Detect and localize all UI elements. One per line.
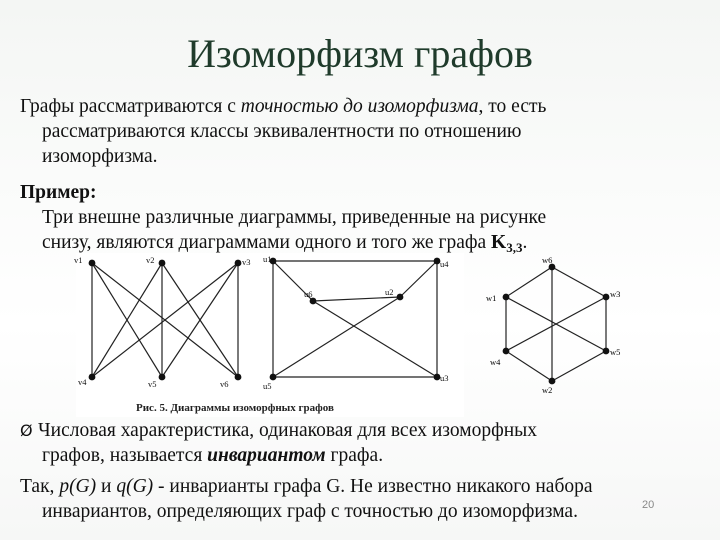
slide-title: Изоморфизм графов [187, 31, 533, 76]
graph1-vertex-label: v5 [148, 379, 157, 389]
paragraph-definition [20, 94, 710, 169]
p3-text-d: графа. [325, 445, 384, 466]
graph-diagrams-svg [76, 253, 464, 417]
graph1-vertex [89, 260, 96, 267]
p1-line2: рассматриваются классы эквивалентности по отношению [42, 121, 522, 142]
p4-text-e: - инварианты графа G. Не известно никакого набора [153, 476, 593, 497]
graph1-vertex [235, 260, 242, 267]
graph1-vertex [159, 374, 166, 381]
slide-number: 20 [642, 499, 655, 511]
graph3-vertex-label: w3 [610, 289, 621, 299]
p2-line2: Три внешне различные диаграммы, приведенные на рисунке [42, 207, 547, 228]
p3-text-b: графов, называется [42, 445, 208, 466]
graph2-vertex-label: u5 [263, 381, 272, 391]
graph3-edge [506, 267, 552, 297]
graph2-vertex [270, 374, 277, 381]
p3-line1 [20, 418, 710, 443]
p3-line2 [20, 443, 710, 468]
paragraph-examples-invariants [20, 474, 710, 524]
graph1-vertex [89, 374, 96, 381]
p2-line3-text: снизу, являются диаграммами одного и того же графа [42, 232, 492, 253]
p4-pg: p(G) [59, 476, 97, 497]
graph2-vertex-label: u4 [440, 259, 449, 269]
graph2-vertex-label: u2 [385, 287, 394, 297]
p1-line3: изоморфизма. [42, 146, 158, 167]
graph2-vertex-label: u6 [304, 289, 313, 299]
figure-isomorphic-graphs [76, 253, 464, 417]
graph-subscript: 3,3 [506, 240, 523, 255]
paragraph-invariant [20, 418, 710, 468]
graph2-vertex [397, 294, 404, 301]
graph3-vertex [603, 294, 610, 301]
p1-text-a: Графы рассматриваются с [20, 96, 241, 117]
graph3-vertex [503, 348, 510, 355]
graph2-edge [400, 261, 437, 297]
p3-text-a: Числовая характеристика, одинаковая для всех изоморфных [38, 420, 538, 441]
graph3-vertex [549, 378, 556, 385]
invariant-term: инвариантом [207, 445, 326, 466]
graph3-vertex-label: w2 [542, 385, 553, 395]
graph1-vertex [235, 374, 242, 381]
graph3-vertex-label: w1 [486, 293, 497, 303]
figure-caption: Рис. 5. Диаграммы изоморфных графов [136, 402, 334, 414]
graph1-vertex [159, 260, 166, 267]
graph2-vertex-label: u1 [263, 254, 272, 264]
p4-text-c: и [96, 476, 117, 497]
bullet-arrow-icon: Ø [20, 421, 33, 440]
p1-italic-term: точностью до изоморфизма [240, 96, 479, 117]
graph2-edge [313, 297, 400, 301]
graph3-vertex-label: w5 [610, 347, 621, 357]
graph3-edge [552, 267, 606, 297]
paragraph-example [20, 180, 710, 260]
graph3-vertex-label: w4 [490, 357, 501, 367]
graph1-vertex-label: v3 [242, 257, 251, 267]
graph1-vertex-label: v1 [74, 255, 83, 265]
graph3-edge [506, 351, 552, 381]
p1-text-c: , то есть [478, 96, 547, 117]
graph1-vertex-label: v4 [78, 377, 87, 387]
graph1-vertex-label: v6 [220, 379, 229, 389]
p1-line1 [20, 94, 710, 119]
p4-qg: q(G) [116, 476, 154, 497]
graph3-vertex [603, 348, 610, 355]
graph-name: K [491, 232, 507, 253]
p4-text-a: Так, [20, 476, 60, 497]
example-label-text: Пример: [20, 182, 97, 203]
example-label [20, 180, 710, 205]
p4-line1 [20, 474, 710, 499]
graph2-edge [273, 297, 400, 377]
graph3-svg [472, 253, 642, 403]
graph1-vertex-label: v2 [146, 255, 155, 265]
graph2-vertex-label: u3 [440, 373, 449, 383]
graph3-vertex-label: w6 [542, 255, 553, 265]
p2-line3-end: . [522, 232, 528, 253]
p4-line2: инвариантов, определяющих граф с точностью до изоморфизма. [42, 501, 578, 522]
graph3-edge [552, 351, 606, 381]
graph3-vertex [503, 294, 510, 301]
